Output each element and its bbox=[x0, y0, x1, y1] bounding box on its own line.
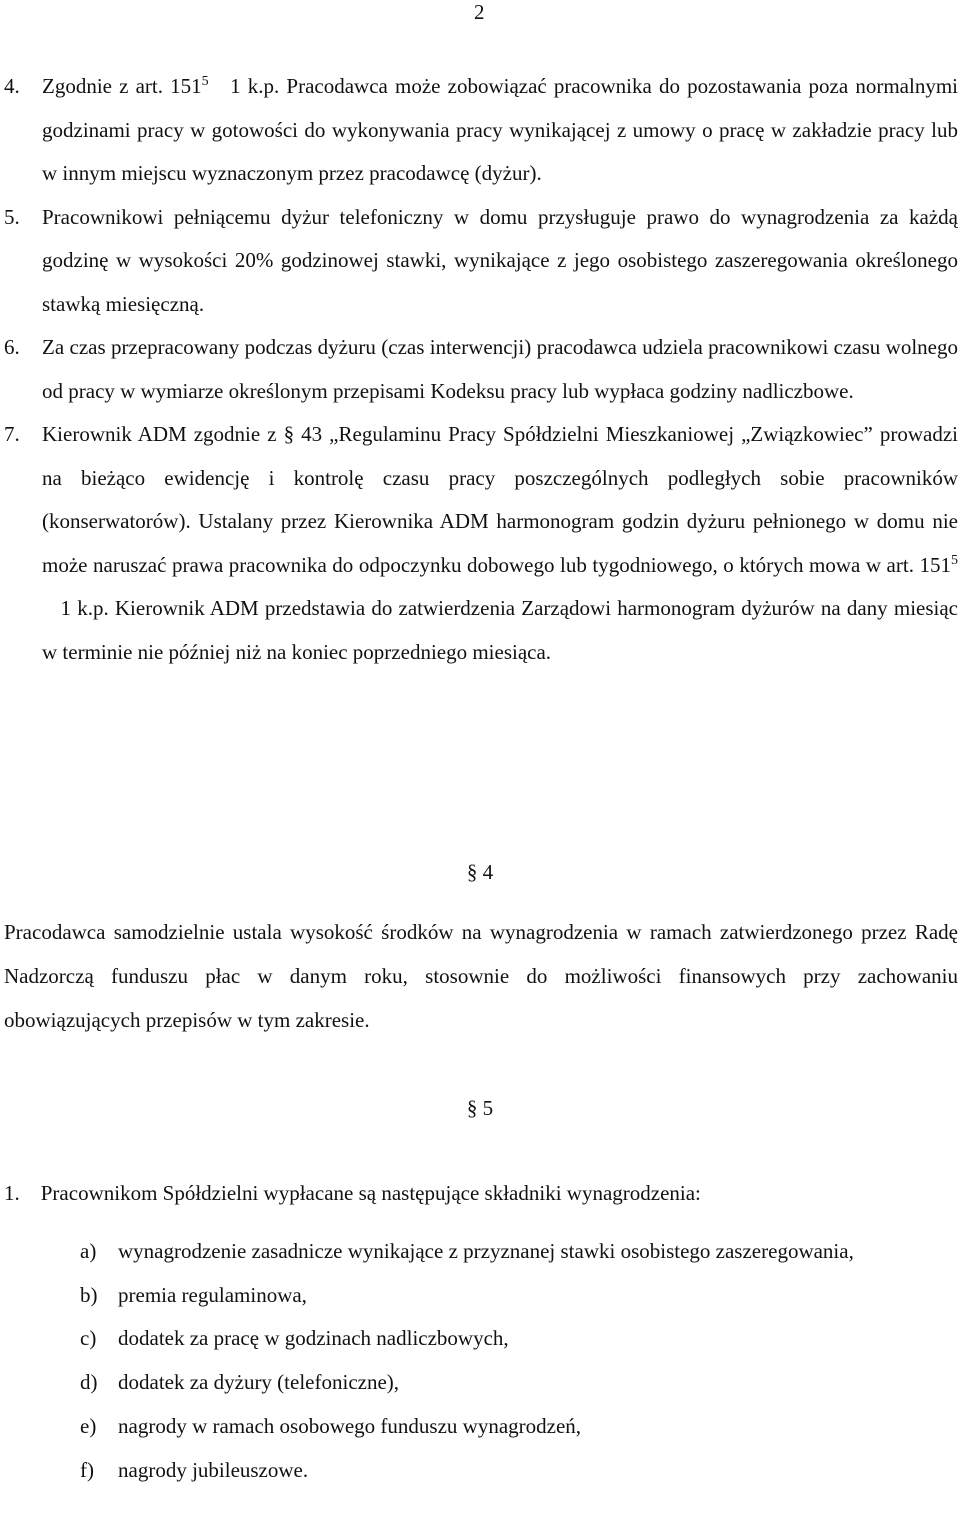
point-text: 1 k.p. Kierownik ADM przedstawia do zatwierdzenia Zarządowi harmonogram dyżurów na dany miesiąc w terminie nie później niż na koniec poprzedniego miesiąca. bbox=[42, 596, 958, 664]
point-number: 6. bbox=[4, 335, 20, 359]
item-text: dodatek za dyżury (telefoniczne), bbox=[118, 1370, 400, 1395]
components-list bbox=[80, 1230, 958, 1492]
item-letter: d) bbox=[80, 1370, 98, 1395]
item-text: premia regulaminowa, bbox=[118, 1282, 307, 1307]
section-5-heading: § 5 bbox=[466, 1096, 494, 1120]
points-list bbox=[4, 65, 958, 674]
item-text: nagrody w ramach osobowego funduszu wynagrodzeń, bbox=[118, 1413, 582, 1438]
point-7 bbox=[4, 413, 958, 674]
point-text: Za czas przepracowany podczas dyżuru (czas interwencji) pracodawca udziela pracownikowi czasu wolnego od pracy w wymiarze określonym przepisami Kodeksu pracy lub wypłaca godziny nadliczbowe. bbox=[42, 335, 958, 403]
point-number: 4. bbox=[4, 74, 20, 98]
list-item bbox=[80, 1230, 958, 1274]
section-4-heading: § 4 bbox=[466, 860, 494, 884]
point-6 bbox=[4, 326, 958, 413]
superscript: 5 bbox=[201, 74, 209, 89]
point-text: 1 k.p. Pracodawca może zobowiązać pracownika do pozostawania poza normalnymi godzinami pracy w gotowości do wykonywania pracy wynikającej z umowy o pracę w zakładzie pracy lub w innym miejscu wyznaczonym przez pracodawcę (dyżur). bbox=[42, 74, 959, 185]
list-item bbox=[80, 1317, 958, 1361]
point-number: 7. bbox=[4, 422, 20, 446]
item-text: nagrody jubileuszowe. bbox=[118, 1457, 309, 1482]
item-text: dodatek za pracę w godzinach nadliczbowych, bbox=[118, 1326, 509, 1351]
intro-text: Pracownikom Spółdzielni wypłacane są następujące składniki wynagrodzenia: bbox=[40, 1181, 701, 1205]
point-4 bbox=[4, 65, 958, 196]
item-letter: e) bbox=[80, 1413, 97, 1438]
item-text: wynagrodzenie zasadnicze wynikające z przyznanej stawki osobistego zaszeregowania, bbox=[118, 1239, 854, 1263]
item-letter: b) bbox=[80, 1282, 98, 1307]
list-item bbox=[80, 1361, 958, 1405]
item-letter: c) bbox=[80, 1326, 97, 1351]
page-number: 2 bbox=[474, 0, 485, 24]
point-number: 5. bbox=[4, 204, 20, 229]
list-item bbox=[80, 1405, 958, 1449]
item-letter: a) bbox=[80, 1239, 97, 1263]
superscript: 5 bbox=[951, 552, 958, 568]
point-text: Pracownikowi pełniącemu dyżur telefoniczny w domu przysługuje prawo do wynagrodzenia za każdą godzinę w wysokości 20% godzinowej stawki, wynikające z jego osobistego zaszeregowania określonego stawką miesięczną. bbox=[42, 204, 958, 316]
section-5-intro bbox=[4, 1177, 701, 1209]
point-5 bbox=[4, 196, 958, 327]
intro-number: 1. bbox=[4, 1181, 20, 1205]
point-text: Zgodnie z art. 151 bbox=[42, 74, 202, 98]
item-letter: f) bbox=[80, 1457, 94, 1482]
list-item bbox=[80, 1274, 958, 1318]
point-text: Kierownik ADM zgodnie z § 43 „Regulaminu Pracy Spółdzielni Mieszkaniowej „Związkowiec” prowadzi na bieżąco ewidencję i kontrolę czasu pracy poszczególnych podległych sobie pracowników (konserwatorów). Ustalany przez Kierownika ADM harmonogram godzin dyżuru pełnionego w domu nie może naruszać prawa pracownika do odpoczynku dobowego lub tygodniowego, o których mowa w art. 151 bbox=[42, 422, 958, 577]
section-4-paragraph: Pracodawca samodzielnie ustala wysokość środków na wynagrodzenia w ramach zatwierdzonego przez Radę Nadzorczą funduszu płac w danym roku, stosownie do możliwości finansowych przy zachowaniu obowiązujących przepisów w tym zakresie. bbox=[4, 920, 958, 1032]
list-item bbox=[80, 1449, 958, 1493]
